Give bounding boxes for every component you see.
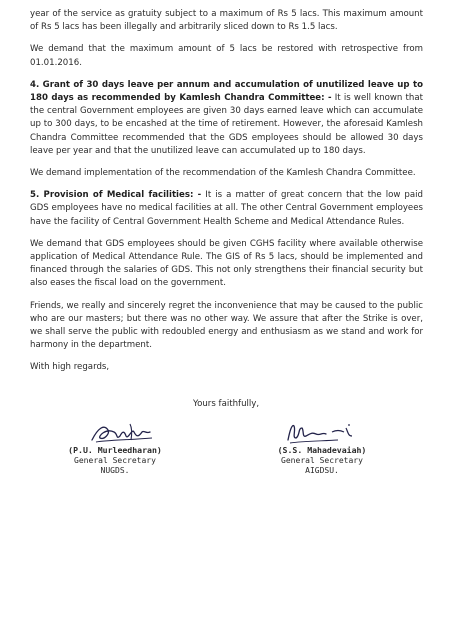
text-leave: It is well known that the central Government employees are given 30 days earned leave which can accumulate up to 300 days, to be encashed at the time of retirement. However, the aforesaid Kamlesh Chandra Committee recommended that the GDS employees should be allowed 30 days leave per year and that the unutilized leave can accumulated up to 180 days. <box>30 93 424 156</box>
letter-body <box>30 8 423 384</box>
signature-mahadevaiah <box>282 418 357 446</box>
signatory-title: General Secretary <box>281 455 363 465</box>
heading-leave: 4. Grant of 30 days leave per annum and accumulation of unutilized leave up to 180 days as recommended by Kamlesh Chandra Committee: - <box>30 79 423 104</box>
signatory-name: (P.U. Murleedharan) <box>68 445 162 455</box>
paragraph-medical <box>30 189 423 229</box>
signatory-name: (S.S. Mahadevaiah) <box>277 445 367 455</box>
text-medical: It is a matter of great concern that the low paid GDS employees have no medical facilities at all. The other Central Government employees have the facility of Central Government Health Scheme and Medical Attendance Rules. <box>30 190 423 227</box>
heading-medical: 5. Provision of Medical facilities: - <box>30 190 202 201</box>
paragraph-leave <box>30 79 423 158</box>
signatory-block-1 <box>60 445 170 477</box>
paragraph-regards: With high regards, <box>30 362 110 373</box>
signatory-title: General Secretary <box>74 455 156 465</box>
paragraph-leave-demand: We demand implementation of the recommendation of the Kamlesh Chandra Committee. <box>30 168 416 179</box>
closing-text: Yours faithfully, <box>193 399 260 409</box>
paragraph-gratuity: year of the service as gratuity subject to a maximum of Rs 5 lacs. This maximum amount of Rs 5 lacs has been illegally and arbitrarily sliced down to Rs 1.5 lacs. <box>30 9 423 33</box>
paragraph-regret: Friends, we really and sincerely regret the inconvenience that may be caused to the public who are our masters; but there was no other way. We assure that after the Strike is over, we shall serve the public with redoubled energy and enthusiasm as we stand and work for harmony in the department. <box>30 300 423 351</box>
signatory-block-2 <box>267 445 377 477</box>
paragraph-medical-demand: We demand that GDS employees should be given CGHS facility where available otherwise application of Medical Attendance Rule. The GIS of Rs 5 lacs, should be implemented and financed through the salaries of GDS. This not only strengthens their financial security but also eases the fiscal load on the government. <box>30 238 423 289</box>
signatory-org: NUGDS. <box>100 466 130 475</box>
signature-murleedharan <box>88 418 158 446</box>
paragraph-gratuity-demand: We demand that the maximum amount of 5 lacs be restored with retrospective from 01.01.2016. <box>30 44 423 68</box>
signatory-org: AIGDSU. <box>305 466 339 475</box>
